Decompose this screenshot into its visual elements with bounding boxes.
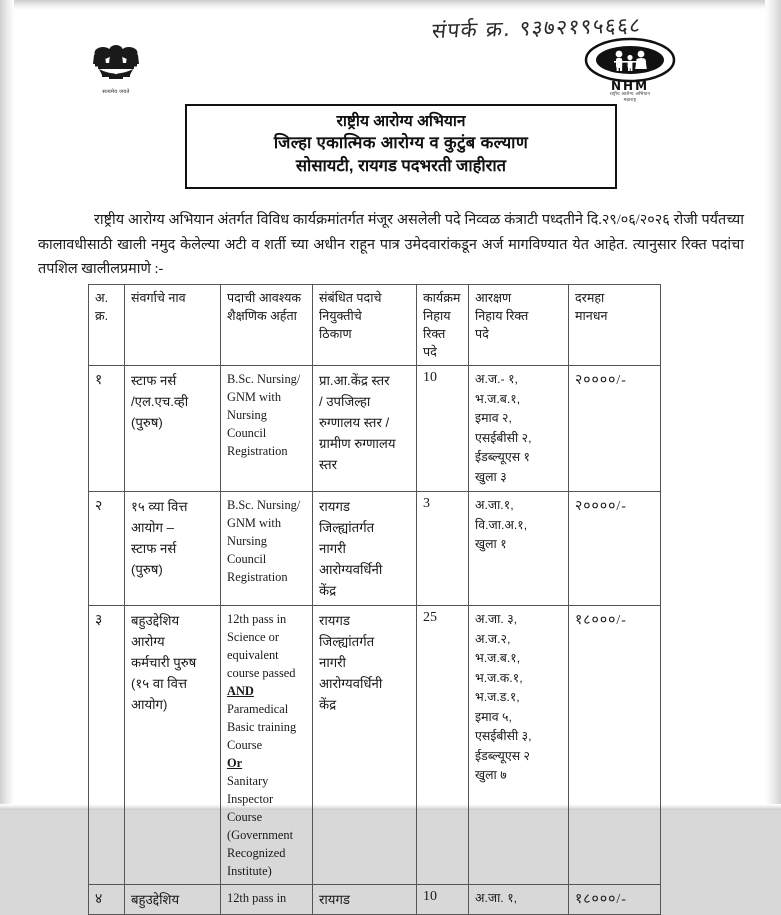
table-row [89, 885, 661, 915]
text-line: B.Sc. Nursing/ [227, 372, 301, 386]
text-line: Institute) [227, 864, 272, 878]
text-line: आरोग्यवर्धिनी [319, 676, 383, 691]
header-line: मानधन [575, 309, 608, 323]
text-line: Registration [227, 570, 288, 584]
text-line: अ.ज.२, [475, 631, 511, 646]
text-line: /एल.एच.व्ही [131, 394, 189, 409]
text-line: स्टाफ नर्स [131, 373, 177, 388]
text-line: आरोग्यवर्धिनी [319, 562, 383, 577]
text-line: अ.जा.१, [475, 498, 514, 512]
text-line: Sanitary [227, 774, 269, 788]
cell-posting-place [313, 885, 417, 915]
column-header-posting-place [313, 285, 417, 366]
text-line: Course [227, 738, 263, 752]
text-line: 12th pass in [227, 891, 287, 905]
column-header-programwise-vacancies [417, 285, 469, 366]
text-line: ईडब्ल्यूएस १ [475, 450, 530, 464]
table-header-row [89, 285, 661, 366]
text-line: (Government [227, 828, 294, 842]
text-line: Paramedical [227, 702, 289, 716]
table-row [89, 366, 661, 492]
nhm-subtitle-line2: महाराष्ट्र [623, 97, 637, 103]
cell-monthly-honorarium: २००००/- [569, 492, 661, 606]
text-line: Science or [227, 630, 279, 644]
cell-qualification [221, 606, 313, 885]
text-line: बहुउद्देशिय [131, 892, 180, 907]
header-line: संवर्गाचे नाव [131, 291, 186, 305]
table-row [89, 492, 661, 606]
text-line: जिल्ह्यांतर्गत [319, 634, 375, 649]
text-line: कर्मचारी पुरुष [131, 655, 197, 670]
header-line: रिक्त [423, 327, 446, 341]
header-line: आरक्षण [475, 291, 512, 305]
text-line: Basic training [227, 720, 297, 734]
ashoka-lion-capital-icon [86, 42, 146, 88]
cell-posting-place [313, 606, 417, 885]
cell-vacancy-count: 10 [417, 885, 469, 915]
scan-edge-top [0, 0, 781, 10]
cell-cadre-name [125, 492, 221, 606]
text-line: GNM with [227, 390, 282, 404]
text-line: course passed [227, 666, 296, 680]
text-line: अ.जा. १, [475, 891, 518, 905]
header-line: कार्यक्रम [423, 291, 461, 305]
header-line: ठिकाण [319, 327, 352, 341]
handwritten-contact-note: संपर्क क्र. ९३७२१९५६६८ [430, 13, 643, 43]
text-line: खुला १ [475, 537, 507, 551]
cell-vacancy-count: 10 [417, 366, 469, 492]
cell-vacancy-count: 25 [417, 606, 469, 885]
text-line: (पुरुष) [131, 415, 163, 430]
header-line: दरमहा [575, 291, 605, 305]
header-line: क्र. [95, 309, 109, 323]
cell-posting-place [313, 492, 417, 606]
header-line: पदाची आवश्यक [227, 291, 302, 305]
column-header-qualification [221, 285, 313, 366]
cell-cadre-name [125, 885, 221, 915]
document-title-box [185, 104, 617, 189]
text-line: रायगड [319, 892, 350, 907]
text-line: equivalent [227, 648, 279, 662]
cell-monthly-honorarium: २००००/- [569, 366, 661, 492]
text-line: B.Sc. Nursing/ [227, 498, 301, 512]
cell-reservation-breakdown [469, 366, 569, 492]
header-line: निहाय रिक्त [475, 309, 529, 323]
cell-serial-number: ३ [89, 606, 125, 885]
text-line: स्तर [319, 457, 338, 472]
text-line: इमाव ५, [475, 709, 512, 724]
text-line: एसईबीसी ३, [475, 729, 532, 743]
cell-serial-number: १ [89, 366, 125, 492]
text-line-emphasis: Or [227, 756, 243, 770]
text-line: एसईबीसी २, [475, 430, 532, 445]
text-line: आयोग) [131, 697, 168, 712]
text-line: आयोग – [131, 520, 174, 535]
text-line: GNM with [227, 516, 282, 530]
header-line: संबंधित पदाचे [319, 291, 382, 305]
column-header-cadre-name [125, 285, 221, 366]
text-line: Course [227, 810, 263, 824]
text-line: (पुरुष) [131, 562, 163, 577]
nhm-logo [578, 38, 682, 103]
text-line: Council [227, 552, 267, 566]
cell-reservation-breakdown [469, 885, 569, 915]
scan-edge-right [765, 0, 781, 810]
cell-vacancy-count: 3 [417, 492, 469, 606]
text-line: १५ व्या वित्त [131, 499, 188, 514]
text-line: अ.ज.- १, [475, 372, 518, 386]
cell-serial-number: ४ [89, 885, 125, 915]
text-line: रायगड [319, 499, 350, 514]
text-line: Inspector [227, 792, 274, 806]
cell-posting-place [313, 366, 417, 492]
text-line: स्टाफ नर्स [131, 541, 177, 556]
text-line: Recognized [227, 846, 286, 860]
header-line: अ. [95, 291, 109, 305]
nhm-emblem-icon [578, 38, 682, 82]
text-line: भ.ज.ड.१, [475, 690, 520, 704]
text-line: Nursing [227, 534, 267, 548]
text-line: (१५ वा वित्त [131, 676, 188, 691]
text-line: / उपजिल्हा [319, 394, 371, 409]
column-header-monthly-honorarium [569, 285, 661, 366]
nhm-subtitle-line1: राष्ट्रीय आरोग्य अभियान [609, 92, 651, 97]
column-header-reservationwise-vacancies [469, 285, 569, 366]
cell-qualification [221, 885, 313, 915]
cell-monthly-honorarium: १८०००/- [569, 606, 661, 885]
cell-reservation-breakdown [469, 492, 569, 606]
header-line: निहाय [423, 309, 451, 323]
cell-monthly-honorarium: १८०००/- [569, 885, 661, 915]
vacancy-table [88, 284, 661, 915]
text-line: प्रा.आ.केंद्र स्तर [319, 373, 390, 388]
text-line: रुग्णालय स्तर / [319, 415, 390, 430]
text-line: खुला ७ [475, 768, 507, 782]
text-line: Council [227, 426, 267, 440]
header-line: शैक्षणिक अर्हता [227, 309, 297, 323]
text-line: जिल्ह्यांतर्गत [319, 520, 375, 535]
cell-cadre-name [125, 606, 221, 885]
text-line: रायगड [319, 613, 350, 628]
text-line: खुला ३ [475, 469, 507, 484]
text-line: नागरी [319, 541, 346, 556]
cell-qualification [221, 366, 313, 492]
cell-reservation-breakdown [469, 606, 569, 885]
text-line: 12th pass in [227, 612, 287, 626]
header-line: नियुक्तीचे [319, 309, 362, 323]
text-line: ग्रामीण रुग्णालय [319, 436, 396, 451]
text-line: केंद्र [319, 697, 337, 712]
table-row [89, 606, 661, 885]
text-line: Registration [227, 444, 288, 458]
text-line: इमाव २, [475, 411, 512, 425]
text-line-emphasis: AND [227, 684, 254, 698]
title-line-national-health-mission: राष्ट्रीय आरोग्य अभियान [336, 113, 466, 130]
nhm-wordmark: NHM [610, 79, 650, 93]
text-line: बहुउद्देशिय [131, 613, 180, 628]
cell-cadre-name [125, 366, 221, 492]
text-line: वि.जा.अ.१, [475, 517, 528, 532]
text-line: भ.ज.ब.१, [475, 391, 521, 406]
header-line: पदे [475, 327, 489, 341]
ashoka-emblem-logo [82, 42, 150, 98]
text-line: Nursing [227, 408, 267, 422]
text-line: अ.जा. ३, [475, 612, 518, 626]
cell-qualification [221, 492, 313, 606]
header-line: पदे [423, 345, 437, 359]
title-line-society-name: जिल्हा एकात्मिक आरोग्य व कुटुंब कल्याण [273, 134, 529, 152]
text-line: ईडब्ल्यूएस २ [475, 748, 530, 763]
vacancy-table-body [89, 366, 661, 915]
text-line: नागरी [319, 655, 346, 670]
title-line-recruitment-advertisement: सोसायटी, रायगड पदभरती जाहीरात [295, 157, 507, 175]
cell-serial-number: २ [89, 492, 125, 606]
text-line: आरोग्य [131, 634, 165, 649]
scan-edge-left [0, 0, 14, 810]
text-line: केंद्र [319, 583, 337, 598]
intro-paragraph: राष्ट्रीय आरोग्य अभियान अंतर्गत विविध कार्यक्रमांतर्गत मंजूर असलेली पदे निव्वळ कंत्राटी पध्दतीने दि.२९/०६/२०२६ रोजी पर्यंतच्या कालावधीसाठी खाली नमुद केलेल्या अटी व शर्ती च्या अधीन राहून पात्र उमेदवारांकडून अर्ज मागविण्यात येत आहेत. त्यानुसार रिक्त पदांचा तपशिल खालीलप्रमाणे :- [38, 212, 744, 277]
text-line: भ.ज.ब.१, [475, 651, 521, 665]
column-header-serial-number [89, 285, 125, 366]
text-line: भ.ज.क.१, [475, 670, 523, 685]
emblem-caption: सत्यमेव जयते [102, 89, 130, 95]
